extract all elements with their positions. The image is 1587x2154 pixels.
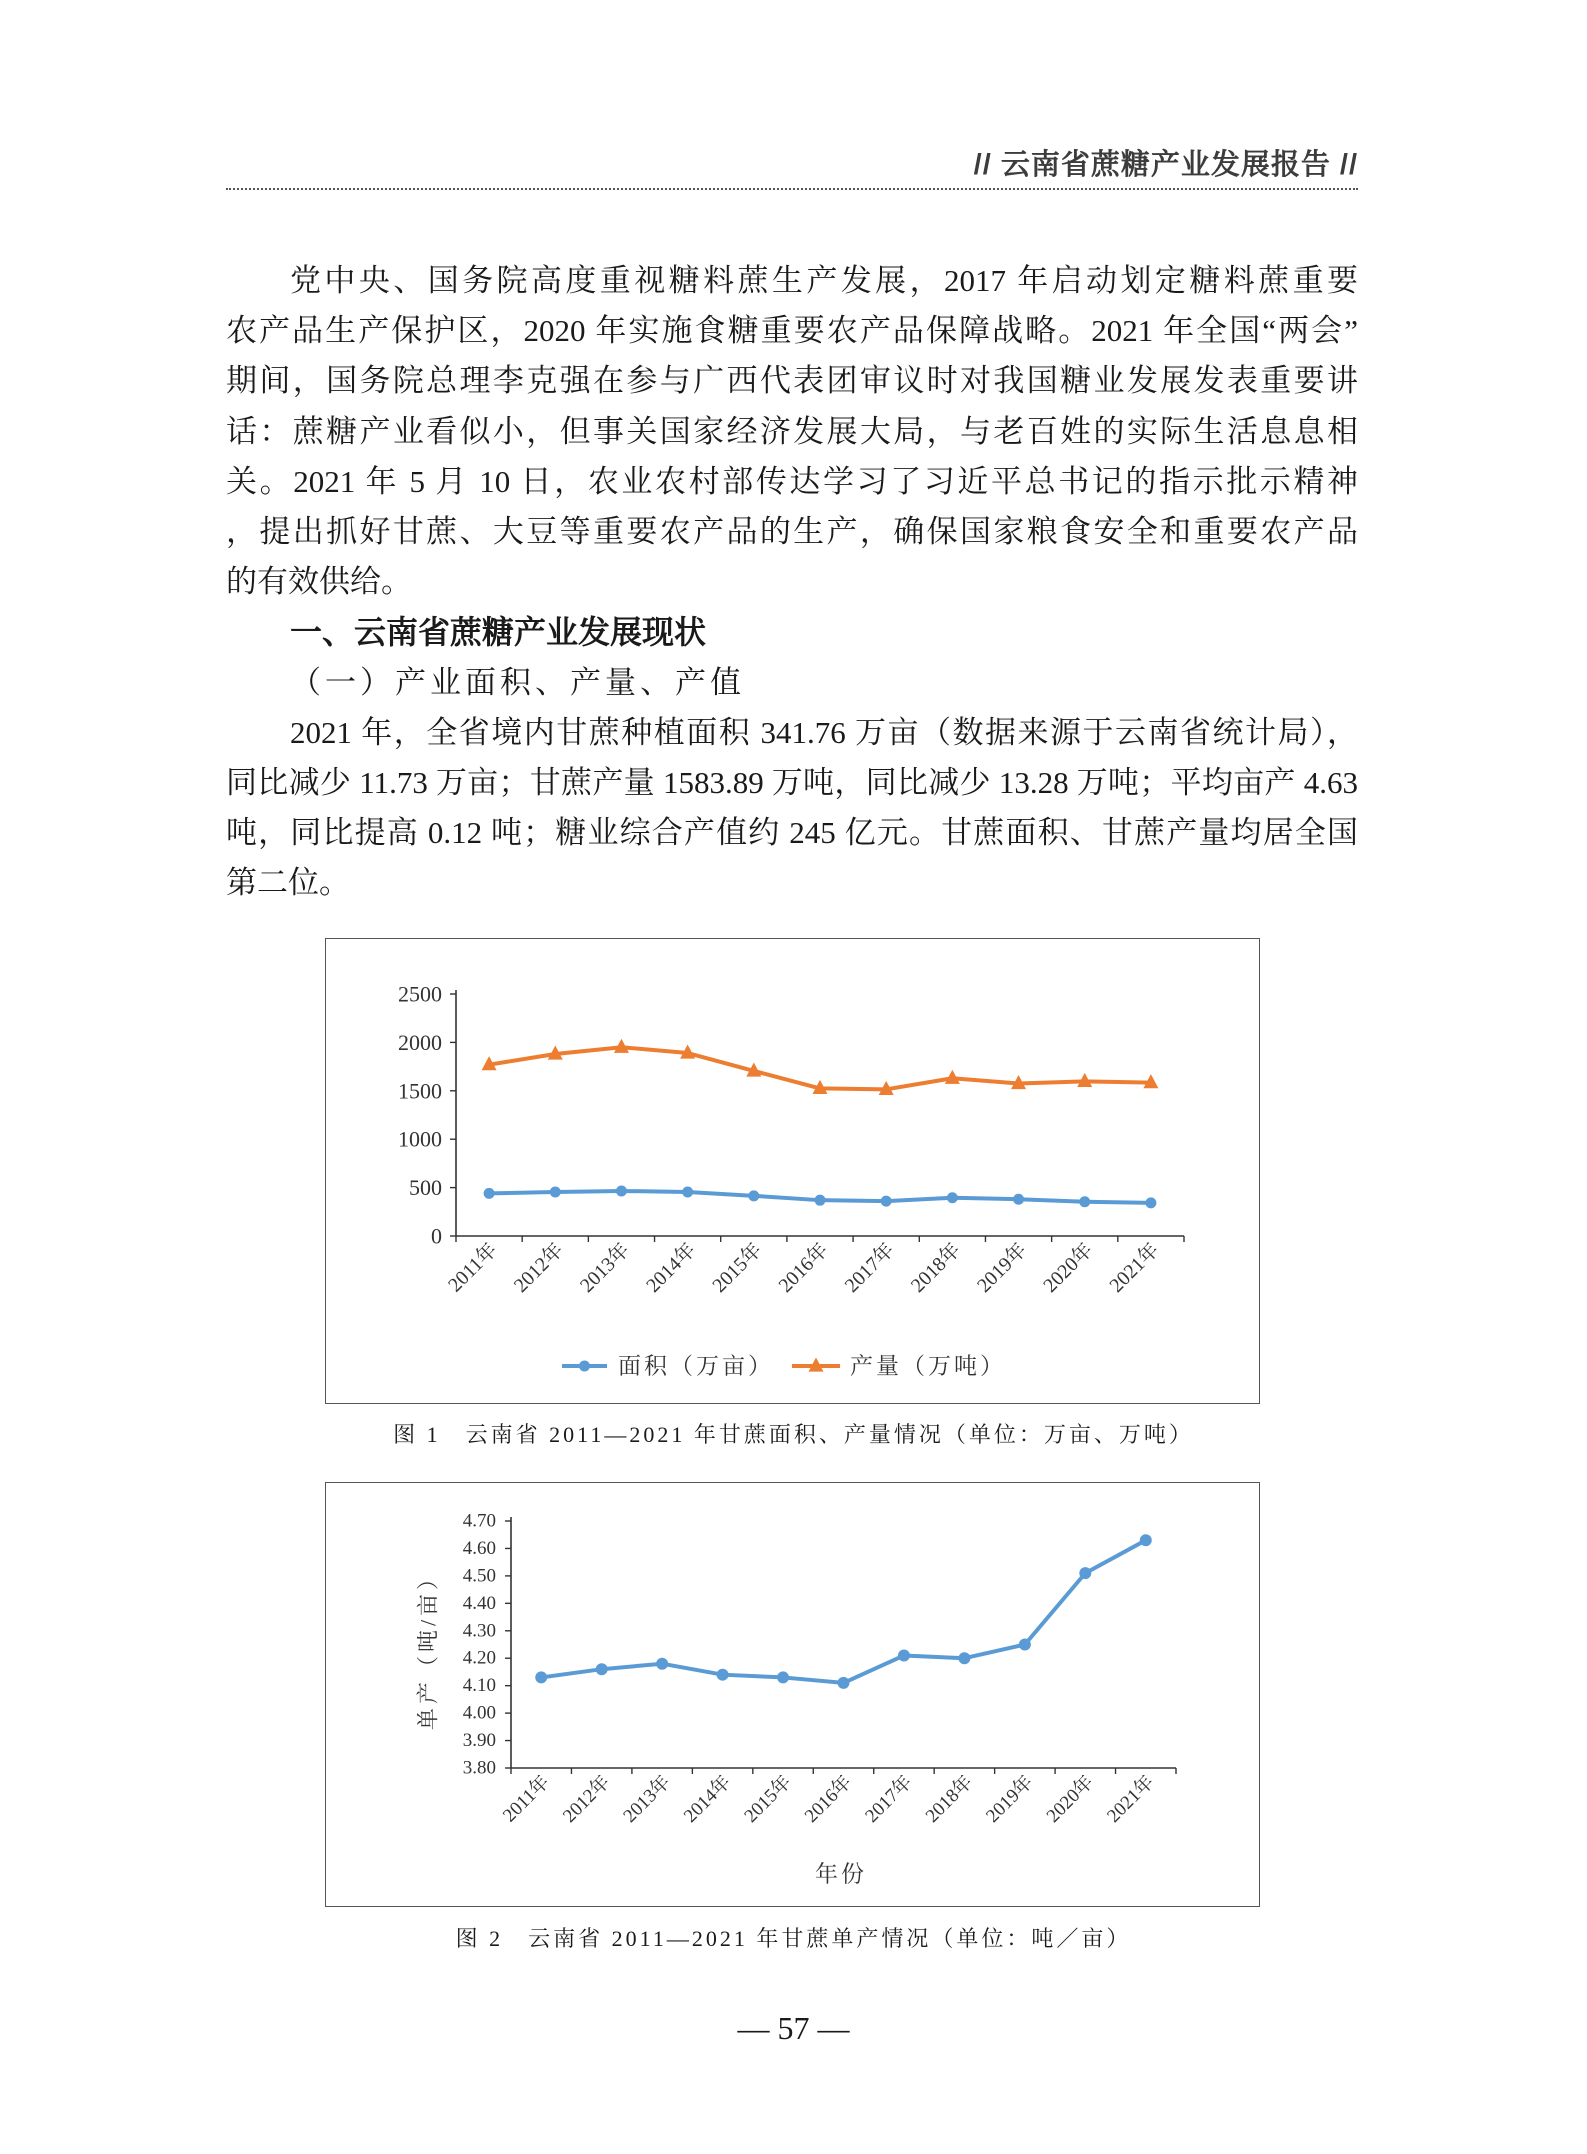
x-tick-label: 2018年 (906, 1238, 965, 1297)
data-point (656, 1658, 668, 1670)
data-point (958, 1652, 970, 1664)
y-tick-label: 2500 (398, 981, 442, 1007)
paragraph-line: 第二位。 (226, 865, 350, 901)
x-tick-label: 2015年 (708, 1238, 767, 1297)
subsection-heading: （一）产业面积、产量、产值 (290, 664, 745, 700)
paragraph-line: 期间，国务院总理李克强在参与广西代表团审议时对我国糖业发展发表重要讲 (226, 363, 1358, 399)
y-tick-label: 2000 (398, 1029, 442, 1055)
body-text (226, 256, 1358, 908)
y-tick-label: 4.70 (462, 1510, 496, 1532)
paragraph-line: 2021 年，全省境内甘蔗种植面积 341.76 万亩（数据来源于云南省统计局）， (290, 714, 1358, 750)
x-tick-label: 2012年 (509, 1238, 568, 1297)
data-point (1079, 1567, 1091, 1579)
y-tick-label: 4.60 (462, 1537, 496, 1559)
x-tick-label: 2011年 (444, 1238, 502, 1297)
paragraph-line: 的有效供给。 (226, 564, 412, 600)
y-tick-label: 4.40 (462, 1592, 496, 1614)
paragraph-line: 关。2021 年 5 月 10 日，农业农村部传达学习了习近平总书记的指示批示精神 (226, 463, 1358, 499)
y-tick-label: 1500 (398, 1078, 442, 1104)
x-tick-label: 2019年 (982, 1771, 1038, 1827)
data-point (717, 1669, 729, 1681)
paragraph-line: ，提出抓好甘蔗、大豆等重要农产品的生产，确保国家粮食安全和重要农产品 (226, 513, 1358, 549)
legend-label: 面积（万亩） (618, 1353, 774, 1379)
paragraph-line: 话：蔗糖产业看似小，但事关国家经济发展大局，与老百姓的实际生活息息相 (226, 413, 1358, 449)
data-point (550, 1186, 561, 1197)
x-tick-label: 2016年 (800, 1771, 857, 1827)
x-tick-label: 2011年 (499, 1771, 554, 1827)
data-point (748, 1190, 759, 1201)
y-tick-label: 3.80 (462, 1757, 496, 1779)
legend-label: 产量（万吨） (850, 1353, 1006, 1379)
figure-2-chart (325, 1482, 1260, 1907)
series-1-line (541, 1540, 1146, 1683)
y-axis-title: 单产（吨/亩） (415, 1563, 441, 1731)
data-point (815, 1195, 826, 1206)
x-tick-label: 2015年 (740, 1771, 796, 1827)
figure-2-caption: 图 2 云南省 2011—2021 年甘蔗单产情况（单位：吨／亩） (455, 1926, 1132, 1951)
data-point (947, 1192, 958, 1203)
data-point (535, 1671, 547, 1683)
x-tick-label: 2012年 (559, 1771, 615, 1827)
header-divider (226, 188, 1358, 190)
figure-1-chart (325, 938, 1260, 1404)
data-point (1140, 1534, 1152, 1546)
data-point (616, 1185, 627, 1196)
y-tick-label: 4.50 (462, 1565, 496, 1587)
paragraph-line: 同比减少 11.73 万亩；甘蔗产量 1583.89 万吨，同比减少 13.28 万吨；平均亩产 4.63 (226, 764, 1358, 800)
paragraph-line: 党中央、国务院高度重视糖料蔗生产发展，2017 年启动划定糖料蔗重要 (290, 263, 1358, 298)
y-tick-label: 500 (409, 1175, 442, 1201)
paragraph-line: 农产品生产保护区，2020 年实施食糖重要农产品保障战略。2021 年全国“两会” (226, 313, 1358, 349)
x-tick-label: 2021年 (1105, 1238, 1164, 1297)
y-tick-label: 4.00 (462, 1702, 496, 1724)
paragraph-1 (226, 256, 1358, 607)
y-tick-label: 1000 (398, 1126, 442, 1152)
data-point (881, 1196, 892, 1207)
x-tick-label: 2017年 (840, 1238, 899, 1297)
x-tick-label: 2021年 (1103, 1771, 1159, 1827)
paragraph-line: 吨，同比提高 0.12 吨；糖业综合产值约 245 亿元。甘蔗面积、甘蔗产量均居全国 (226, 815, 1358, 851)
x-tick-label: 2014年 (642, 1238, 701, 1297)
data-point (898, 1649, 910, 1661)
figure-1-caption: 图 1 云南省 2011—2021 年甘蔗面积、产量情况（单位：万亩、万吨） (393, 1422, 1194, 1447)
y-tick-label: 0 (431, 1223, 442, 1249)
data-point (838, 1677, 850, 1689)
page-number: — 57 — (737, 2010, 850, 2046)
x-tick-label: 2013年 (576, 1238, 634, 1297)
data-point (1013, 1194, 1024, 1205)
section-heading: 一、云南省蔗糖产业发展现状 (290, 614, 707, 651)
y-tick-label: 4.10 (462, 1675, 496, 1697)
x-tick-label: 2014年 (679, 1771, 736, 1827)
x-tick-label: 2019年 (973, 1238, 1032, 1297)
area-production-line-chart (326, 939, 1258, 1402)
x-tick-label: 2016年 (774, 1238, 833, 1297)
data-point (579, 1361, 590, 1372)
data-point (484, 1188, 495, 1199)
running-header-title: // 云南省蔗糖产业发展报告 // (973, 149, 1358, 181)
y-tick-label: 3.90 (462, 1730, 496, 1752)
x-tick-label: 2017年 (861, 1771, 917, 1827)
data-point (1145, 1197, 1156, 1208)
data-point (596, 1663, 608, 1675)
data-point (1079, 1196, 1090, 1207)
x-axis-title: 年份 (815, 1861, 867, 1887)
x-tick-label: 2013年 (619, 1771, 675, 1827)
data-point (682, 1186, 693, 1197)
data-point (1019, 1639, 1031, 1651)
x-tick-label: 2018年 (921, 1771, 977, 1827)
y-tick-label: 4.30 (462, 1620, 496, 1642)
data-point (777, 1671, 789, 1683)
x-tick-label: 2020年 (1039, 1238, 1098, 1297)
y-tick-label: 4.20 (462, 1647, 496, 1669)
paragraph-2 (226, 708, 1358, 909)
yield-line-chart (326, 1483, 1258, 1905)
x-tick-label: 2020年 (1042, 1771, 1098, 1827)
